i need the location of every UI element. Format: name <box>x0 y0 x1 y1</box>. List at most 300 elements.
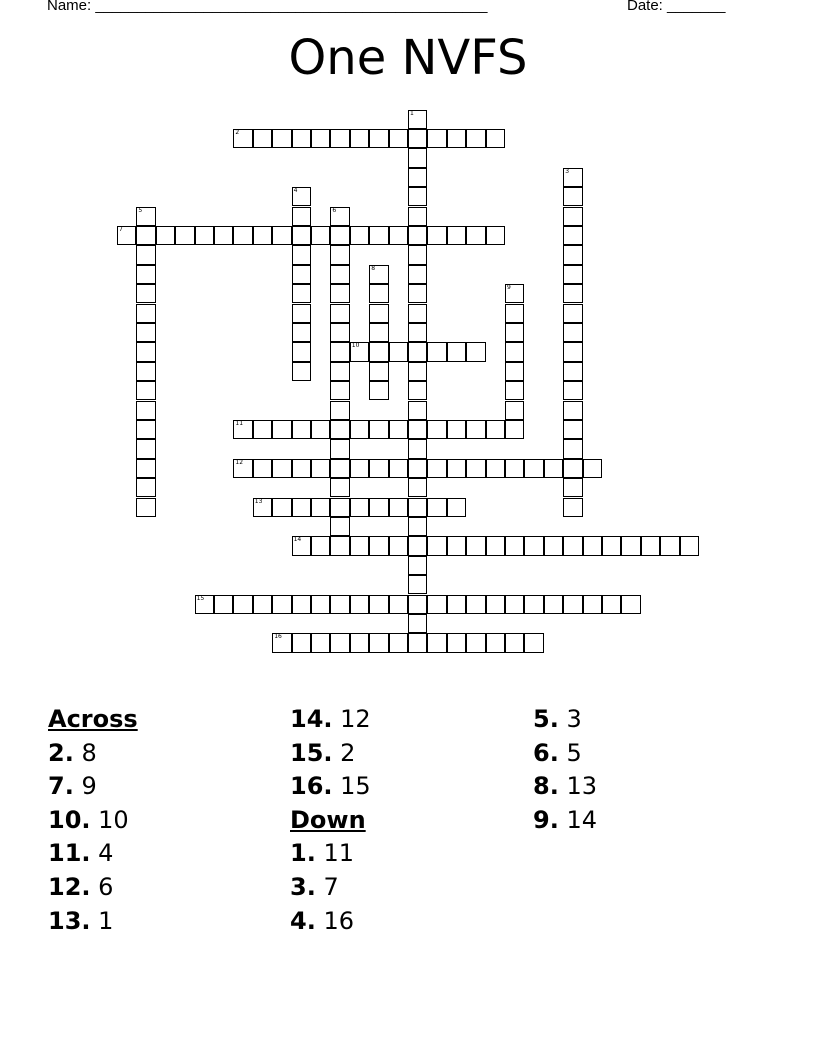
clue-number: 10. <box>48 805 91 834</box>
clue-number: 9. <box>533 805 559 834</box>
crossword-cell[interactable] <box>233 459 252 478</box>
crossword-cell[interactable] <box>233 595 252 614</box>
crossword-cell[interactable] <box>524 633 543 652</box>
crossword-cell[interactable] <box>447 633 466 652</box>
clue-column-3 <box>533 703 597 837</box>
crossword-cell[interactable] <box>292 595 311 614</box>
clue-number: 8. <box>533 772 559 801</box>
crossword-cell[interactable] <box>408 207 427 226</box>
crossword-cell[interactable] <box>369 459 388 478</box>
clue-text: 10 <box>98 805 129 834</box>
crossword-cell[interactable] <box>466 595 485 614</box>
clue-text: 7 <box>323 872 339 901</box>
cell-number: 16 <box>274 633 282 641</box>
clue-text: 9 <box>81 772 97 801</box>
crossword-cell[interactable] <box>369 633 388 652</box>
crossword-cell[interactable] <box>311 420 330 439</box>
crossword-cell[interactable] <box>408 187 427 206</box>
crossword-cell[interactable] <box>350 498 369 517</box>
crossword-cell[interactable] <box>330 633 349 652</box>
crossword-cell[interactable] <box>427 342 446 361</box>
crossword-cell[interactable] <box>330 498 349 517</box>
crossword-cell[interactable] <box>350 633 369 652</box>
crossword-cell[interactable] <box>330 401 349 420</box>
crossword-cell[interactable] <box>524 459 543 478</box>
crossword-cell[interactable] <box>563 362 582 381</box>
crossword-cell[interactable] <box>330 245 349 264</box>
crossword-cell[interactable] <box>311 459 330 478</box>
crossword-cell[interactable] <box>136 401 155 420</box>
clue-text: 13 <box>566 772 598 801</box>
crossword-cell[interactable] <box>505 304 524 323</box>
crossword-cell[interactable] <box>272 129 291 148</box>
crossword-cell[interactable] <box>408 536 427 555</box>
crossword-cell[interactable] <box>486 420 505 439</box>
crossword-cell[interactable] <box>447 498 466 517</box>
crossword-cell[interactable] <box>408 245 427 264</box>
crossword-cell[interactable] <box>292 323 311 342</box>
crossword-cell[interactable] <box>505 536 524 555</box>
crossword-cell[interactable] <box>408 362 427 381</box>
crossword-cell[interactable] <box>175 226 194 245</box>
across-clue <box>48 905 138 939</box>
down-clue <box>290 905 371 939</box>
crossword-cell[interactable] <box>292 245 311 264</box>
crossword-cell[interactable] <box>466 536 485 555</box>
crossword-cell[interactable] <box>408 420 427 439</box>
crossword-cell[interactable] <box>408 498 427 517</box>
cell-number: 3 <box>565 167 570 175</box>
crossword-cell[interactable] <box>369 265 388 284</box>
crossword-cell[interactable] <box>330 362 349 381</box>
crossword-cell[interactable] <box>214 226 233 245</box>
crossword-cell[interactable] <box>583 536 602 555</box>
crossword-cell[interactable] <box>292 207 311 226</box>
crossword-cell[interactable] <box>369 381 388 400</box>
crossword-cell[interactable] <box>272 498 291 517</box>
crossword-cell[interactable] <box>486 226 505 245</box>
crossword-cell[interactable] <box>389 226 408 245</box>
crossword-cell[interactable] <box>330 129 349 148</box>
clue-column-1 <box>48 703 138 938</box>
crossword-cell[interactable] <box>369 284 388 303</box>
crossword-cell[interactable] <box>350 536 369 555</box>
crossword-cell[interactable] <box>292 362 311 381</box>
cell-number: 7 <box>119 225 123 233</box>
clue-number: 7. <box>48 772 74 801</box>
clue-number: 1. <box>290 839 316 868</box>
across-clue <box>48 737 138 771</box>
crossword-cell[interactable] <box>660 536 679 555</box>
clue-text: 14 <box>566 805 598 834</box>
crossword-cell[interactable] <box>408 401 427 420</box>
crossword-cell[interactable] <box>408 595 427 614</box>
crossword-cell[interactable] <box>505 595 524 614</box>
cell-number: 4 <box>293 187 298 195</box>
crossword-cell[interactable] <box>563 304 582 323</box>
crossword-cell[interactable] <box>408 556 427 575</box>
clue-text: 2 <box>340 738 356 767</box>
cell-number: 15 <box>196 594 205 602</box>
crossword-cell[interactable] <box>486 459 505 478</box>
crossword-cell[interactable] <box>408 575 427 594</box>
crossword-cell[interactable] <box>253 595 272 614</box>
crossword-cell[interactable] <box>369 304 388 323</box>
crossword-cell[interactable] <box>505 459 524 478</box>
crossword-cell[interactable] <box>292 129 311 148</box>
crossword-cell[interactable] <box>505 633 524 652</box>
crossword-cell[interactable] <box>505 362 524 381</box>
down-heading: Down <box>290 805 366 834</box>
crossword-cell[interactable] <box>136 323 155 342</box>
crossword-cell[interactable] <box>583 459 602 478</box>
crossword-cell[interactable] <box>292 633 311 652</box>
crossword-cell[interactable] <box>369 536 388 555</box>
crossword-cell[interactable] <box>369 323 388 342</box>
crossword-cell[interactable] <box>330 439 349 458</box>
crossword-cell[interactable] <box>253 498 272 517</box>
crossword-cell[interactable] <box>369 226 388 245</box>
crossword-cell[interactable] <box>136 420 155 439</box>
crossword-cell[interactable] <box>408 304 427 323</box>
cell-number: 1 <box>410 109 414 117</box>
crossword-cell[interactable] <box>369 129 388 148</box>
down-clue <box>290 837 371 871</box>
crossword-cell[interactable] <box>408 168 427 187</box>
down-clue <box>533 804 597 838</box>
crossword-cell[interactable] <box>427 420 446 439</box>
crossword-cell[interactable] <box>330 304 349 323</box>
crossword-cell[interactable] <box>544 536 563 555</box>
crossword-cell[interactable] <box>563 226 582 245</box>
across-clue <box>48 804 138 838</box>
crossword-cell[interactable] <box>330 517 349 536</box>
crossword-cell[interactable] <box>447 420 466 439</box>
clue-text: 8 <box>81 738 97 767</box>
crossword-cell[interactable] <box>563 323 582 342</box>
crossword-cell[interactable] <box>563 265 582 284</box>
crossword-cell[interactable] <box>369 342 388 361</box>
clue-number: 6. <box>533 738 559 767</box>
crossword-cell[interactable] <box>253 420 272 439</box>
crossword-cell[interactable] <box>330 207 349 226</box>
clue-number: 14. <box>290 705 333 733</box>
crossword-cell[interactable] <box>447 536 466 555</box>
crossword-cell[interactable] <box>369 362 388 381</box>
crossword-cell[interactable] <box>408 148 427 167</box>
crossword-cell[interactable] <box>136 304 155 323</box>
clue-number: 4. <box>290 906 316 935</box>
down-clue <box>533 770 597 804</box>
crossword-cell[interactable] <box>621 536 640 555</box>
crossword-cell[interactable] <box>408 459 427 478</box>
crossword-cell[interactable] <box>311 595 330 614</box>
crossword-cell[interactable] <box>505 284 524 303</box>
clue-number: 11. <box>48 839 91 868</box>
clue-text: 11 <box>323 839 355 868</box>
crossword-cell[interactable] <box>272 420 291 439</box>
cell-number: 10 <box>351 342 360 350</box>
crossword-cell[interactable] <box>447 226 466 245</box>
crossword-cell[interactable] <box>447 129 466 148</box>
crossword-cell[interactable] <box>563 478 582 497</box>
crossword-cell[interactable] <box>369 595 388 614</box>
crossword-cell[interactable] <box>330 595 349 614</box>
crossword-cell[interactable] <box>292 265 311 284</box>
crossword-cell[interactable] <box>311 498 330 517</box>
crossword-cell[interactable] <box>330 323 349 342</box>
crossword-cell[interactable] <box>311 226 330 245</box>
crossword-cell[interactable] <box>292 459 311 478</box>
crossword-cell[interactable] <box>408 110 427 129</box>
crossword-cell[interactable] <box>272 633 291 652</box>
crossword-cell[interactable] <box>524 595 543 614</box>
crossword-cell[interactable] <box>253 226 272 245</box>
crossword-cell[interactable] <box>136 265 155 284</box>
crossword-cell[interactable] <box>486 536 505 555</box>
crossword-cell[interactable] <box>389 633 408 652</box>
cell-number: 8 <box>371 264 376 272</box>
crossword-cell[interactable] <box>195 226 214 245</box>
crossword-cell[interactable] <box>621 595 640 614</box>
crossword-cell[interactable] <box>350 595 369 614</box>
crossword-cell[interactable] <box>330 459 349 478</box>
crossword-cell[interactable] <box>292 342 311 361</box>
crossword-cell[interactable] <box>447 595 466 614</box>
cell-number: 2 <box>235 128 240 136</box>
cell-number: 13 <box>254 497 263 505</box>
crossword-cell[interactable] <box>389 459 408 478</box>
crossword-cell[interactable] <box>311 129 330 148</box>
crossword-cell[interactable] <box>330 342 349 361</box>
crossword-cell[interactable] <box>408 323 427 342</box>
crossword-cell[interactable] <box>136 362 155 381</box>
crossword-cell[interactable] <box>466 633 485 652</box>
cell-number: 12 <box>235 458 244 466</box>
crossword-cell[interactable] <box>408 478 427 497</box>
crossword-cell[interactable] <box>466 129 485 148</box>
crossword-cell[interactable] <box>330 478 349 497</box>
crossword-cell[interactable] <box>136 478 155 497</box>
crossword-cell[interactable] <box>389 420 408 439</box>
crossword-cell[interactable] <box>563 245 582 264</box>
crossword-cell[interactable] <box>427 129 446 148</box>
crossword-cell[interactable] <box>292 420 311 439</box>
crossword-cell[interactable] <box>311 633 330 652</box>
cell-number: 5 <box>138 206 143 214</box>
crossword-cell[interactable] <box>505 342 524 361</box>
crossword-cell[interactable] <box>563 187 582 206</box>
crossword-cell[interactable] <box>427 595 446 614</box>
crossword-cell[interactable] <box>505 401 524 420</box>
crossword-cell[interactable] <box>427 498 446 517</box>
crossword-cell[interactable] <box>253 129 272 148</box>
crossword-cell[interactable] <box>466 226 485 245</box>
clue-number: 5. <box>533 705 559 733</box>
crossword-cell[interactable] <box>408 284 427 303</box>
crossword-cell[interactable] <box>408 633 427 652</box>
crossword-cell[interactable] <box>389 498 408 517</box>
puzzle-title: One NVFS <box>288 30 528 86</box>
crossword-cell[interactable] <box>136 459 155 478</box>
crossword-cell[interactable] <box>292 187 311 206</box>
cell-number: 6 <box>332 206 337 214</box>
crossword-cell[interactable] <box>292 498 311 517</box>
crossword-cell[interactable] <box>408 342 427 361</box>
crossword-cell[interactable] <box>563 342 582 361</box>
crossword-cell[interactable] <box>253 459 272 478</box>
crossword-cell[interactable] <box>427 536 446 555</box>
crossword-cell[interactable] <box>563 595 582 614</box>
crossword-cell[interactable] <box>292 536 311 555</box>
crossword-cell[interactable] <box>350 342 369 361</box>
across-clue <box>290 770 371 804</box>
crossword-cell[interactable] <box>214 595 233 614</box>
crossword-cell[interactable] <box>272 595 291 614</box>
crossword-cell[interactable] <box>563 439 582 458</box>
down-clue <box>290 871 371 905</box>
crossword-cell[interactable] <box>563 459 582 478</box>
crossword-cell[interactable] <box>408 439 427 458</box>
crossword-cell[interactable] <box>369 498 388 517</box>
crossword-cell[interactable] <box>156 226 175 245</box>
crossword-cell[interactable] <box>389 342 408 361</box>
clue-text: 15 <box>340 772 371 801</box>
crossword-cell[interactable] <box>486 129 505 148</box>
crossword-cell[interactable] <box>330 226 349 245</box>
crossword-cell[interactable] <box>136 245 155 264</box>
crossword-cell[interactable] <box>136 342 155 361</box>
clue-number: 15. <box>290 738 333 767</box>
crossword-cell[interactable] <box>330 536 349 555</box>
clue-number: 16. <box>290 772 333 801</box>
crossword-cell[interactable] <box>505 381 524 400</box>
clue-number: 12. <box>48 872 91 901</box>
across-clue <box>290 737 371 771</box>
crossword-cell[interactable] <box>350 459 369 478</box>
clue-text: 6 <box>98 872 114 901</box>
across-heading: Across <box>48 705 138 733</box>
crossword-cell[interactable] <box>330 265 349 284</box>
crossword-cell[interactable] <box>136 226 155 245</box>
cell-number: 11 <box>235 419 244 427</box>
crossword-cell[interactable] <box>563 284 582 303</box>
crossword-cell[interactable] <box>680 536 699 555</box>
down-clue <box>533 737 597 771</box>
clue-number: 13. <box>48 906 91 935</box>
crossword-cell[interactable] <box>563 536 582 555</box>
crossword-cell[interactable] <box>602 595 621 614</box>
crossword-cell[interactable] <box>292 304 311 323</box>
crossword-cell[interactable] <box>195 595 214 614</box>
crossword-cell[interactable] <box>389 536 408 555</box>
crossword-cell[interactable] <box>447 459 466 478</box>
crossword-cell[interactable] <box>466 420 485 439</box>
crossword-cell[interactable] <box>466 342 485 361</box>
name-field-label: Name: _______________________________________________ <box>47 0 488 14</box>
crossword-cell[interactable] <box>563 381 582 400</box>
crossword-cell[interactable] <box>641 536 660 555</box>
crossword-cell[interactable] <box>427 459 446 478</box>
crossword-cell[interactable] <box>563 498 582 517</box>
crossword-cell[interactable] <box>544 459 563 478</box>
crossword-cell[interactable] <box>233 420 252 439</box>
crossword-cell[interactable] <box>563 207 582 226</box>
crossword-cell[interactable] <box>389 129 408 148</box>
clue-text: 5 <box>566 738 582 767</box>
crossword-cell[interactable] <box>408 265 427 284</box>
crossword-cell[interactable] <box>408 517 427 536</box>
crossword-cell[interactable] <box>408 614 427 633</box>
crossword-cell[interactable] <box>350 226 369 245</box>
crossword-cell[interactable] <box>369 420 388 439</box>
clue-column-2 <box>290 703 371 938</box>
crossword-cell[interactable] <box>330 420 349 439</box>
crossword-cell[interactable] <box>311 536 330 555</box>
crossword-cell[interactable] <box>408 129 427 148</box>
crossword-cell[interactable] <box>136 381 155 400</box>
crossword-cell[interactable] <box>505 323 524 342</box>
crossword-cell[interactable] <box>408 381 427 400</box>
crossword-cell[interactable] <box>350 420 369 439</box>
cell-number: 14 <box>293 536 302 544</box>
crossword-cell[interactable] <box>136 498 155 517</box>
across-clue <box>290 703 371 737</box>
clue-text: 3 <box>566 705 582 733</box>
crossword-cell[interactable] <box>602 536 621 555</box>
date-field-label: Date: _______ <box>627 0 726 14</box>
crossword-cell[interactable] <box>233 129 252 148</box>
crossword-cell[interactable] <box>466 459 485 478</box>
crossword-cell[interactable] <box>233 226 252 245</box>
crossword-cell[interactable] <box>427 633 446 652</box>
crossword-cell[interactable] <box>292 284 311 303</box>
crossword-cell[interactable] <box>136 284 155 303</box>
crossword-cell[interactable] <box>524 536 543 555</box>
crossword-cell[interactable] <box>136 439 155 458</box>
crossword-cell[interactable] <box>292 226 311 245</box>
crossword-cell[interactable] <box>563 168 582 187</box>
crossword-cell[interactable] <box>447 342 466 361</box>
crossword-cell[interactable] <box>389 595 408 614</box>
crossword-cell[interactable] <box>117 226 136 245</box>
crossword-cell[interactable] <box>486 633 505 652</box>
across-clue <box>48 871 138 905</box>
clue-number: 3. <box>290 872 316 901</box>
clue-text: 1 <box>98 906 114 935</box>
crossword-cell[interactable] <box>330 381 349 400</box>
crossword-cell[interactable] <box>544 595 563 614</box>
clue-text: 16 <box>323 906 355 935</box>
clue-number: 2. <box>48 738 74 767</box>
crossword-cell[interactable] <box>408 226 427 245</box>
cell-number: 9 <box>507 284 511 292</box>
clue-text: 4 <box>98 839 114 868</box>
crossword-cell[interactable] <box>427 226 446 245</box>
crossword-cell[interactable] <box>136 207 155 226</box>
crossword-cell[interactable] <box>563 420 582 439</box>
crossword-cell[interactable] <box>505 420 524 439</box>
clue-text: 12 <box>340 705 371 733</box>
crossword-cell[interactable] <box>272 226 291 245</box>
crossword-cell[interactable] <box>330 284 349 303</box>
crossword-cell[interactable] <box>486 595 505 614</box>
crossword-cell[interactable] <box>563 401 582 420</box>
across-clue <box>48 770 138 804</box>
crossword-cell[interactable] <box>272 459 291 478</box>
crossword-cell[interactable] <box>583 595 602 614</box>
crossword-cell[interactable] <box>350 129 369 148</box>
